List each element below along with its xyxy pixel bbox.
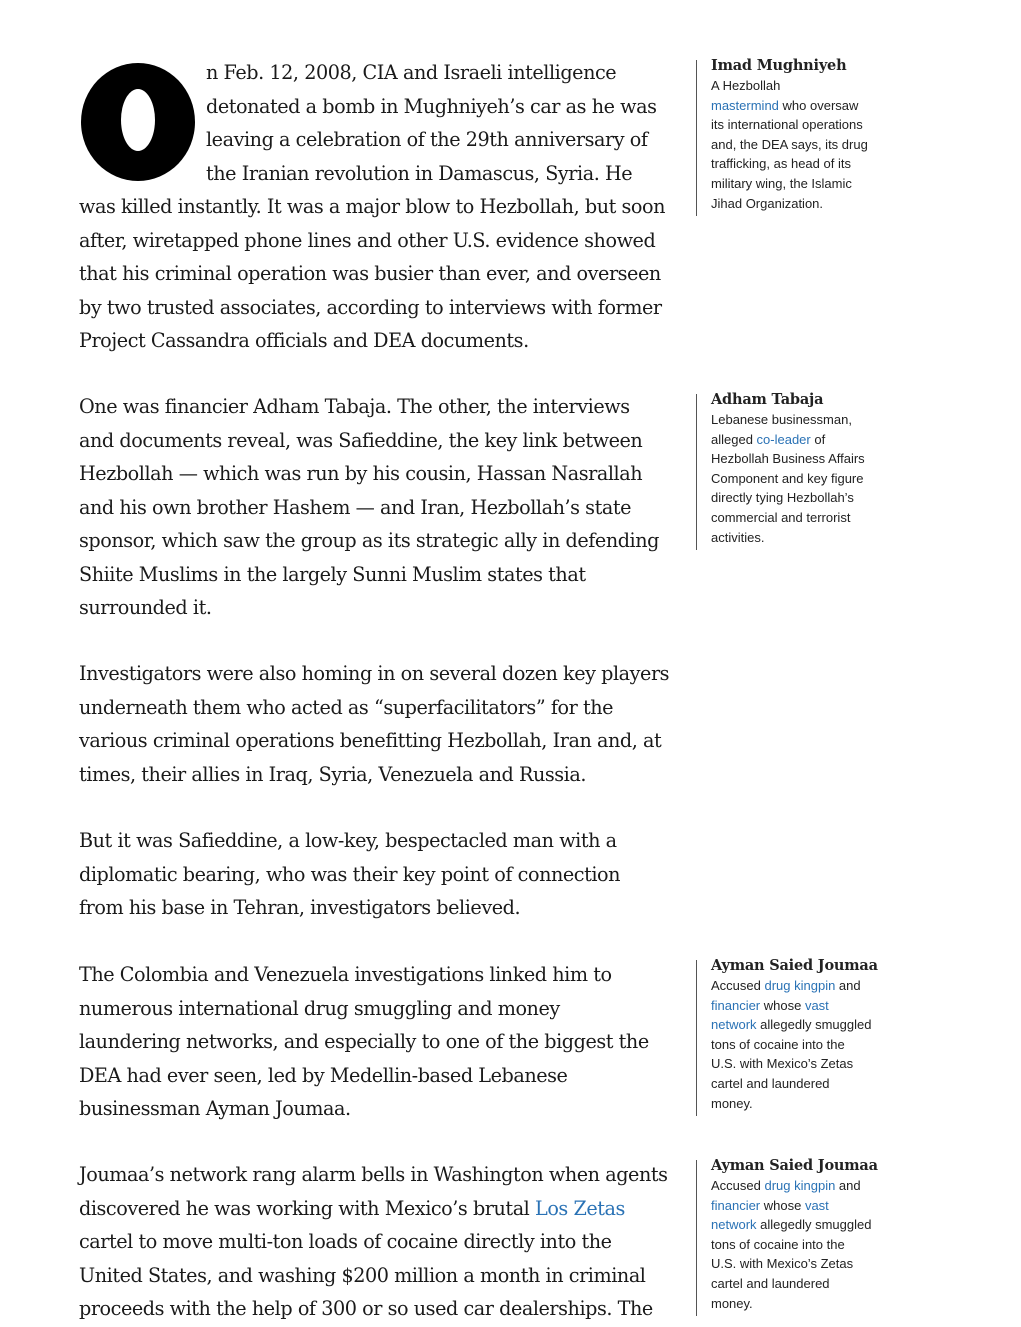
text-fragment: allegedly smuggled [756, 1017, 872, 1033]
text-line: various criminal operations benefitting Hezbollah, Iran and, at [79, 729, 662, 752]
los-zetas-link[interactable]: Los Zetas [535, 1196, 625, 1220]
text-line [711, 996, 911, 1016]
text-line: Project Cassandra officials and DEA documents. [79, 329, 529, 352]
text-line: cartel to move multi-ton loads of cocaine directly into the [79, 1230, 612, 1253]
text-line: money. [711, 1095, 753, 1111]
aside-adham-tabaja [696, 391, 911, 550]
paragraph-3 [79, 657, 669, 791]
text-line: leaving a celebration of the 29th anniversary of [206, 128, 648, 151]
text-line [711, 1015, 911, 1035]
text-line: times, their allies in Iraq, Syria, Venezuela and Russia. [79, 762, 586, 786]
text-line: that his criminal operation was busier than ever, and overseen [79, 262, 661, 285]
text-fragment: Accused [711, 978, 765, 993]
text-fragment: allegedly smuggled [756, 1217, 872, 1233]
text-line: Shiite Muslims in the largely Sunni Muslim states that [79, 562, 586, 586]
aside-ayman-saied-joumaa [696, 957, 911, 1116]
text-line [711, 1215, 911, 1235]
financier-link[interactable]: financier [711, 997, 761, 1013]
aside-name: Ayman Saied Joumaa [711, 1157, 878, 1174]
text-line: cartel and laundered [711, 1275, 830, 1291]
aside-description [711, 76, 911, 213]
text-line: Joumaa’s network rang alarm bells in Washington when agents [79, 1163, 668, 1186]
text-line: Lebanese businessman, [711, 412, 852, 427]
vast-network-link[interactable]: network [711, 1217, 757, 1233]
text-line: by two trusted associates, according to interviews with former [79, 295, 662, 319]
vast-network-link[interactable]: network [711, 1017, 757, 1033]
text-line: businessman Ayman Joumaa. [79, 1097, 351, 1120]
text-line: diplomatic bearing, who was their key point of connection [79, 862, 621, 886]
text-line: from his base in Tehran, investigators believed. [79, 896, 521, 919]
text-line: sponsor, which saw the group as its strategic ally in defending [79, 529, 659, 552]
text-fragment: of [810, 431, 826, 447]
text-line: laundering networks, and especially to one of the biggest the [79, 1030, 649, 1053]
text-fragment: whose [760, 1197, 805, 1213]
text-line: activities. [711, 529, 765, 545]
text-line: directly tying Hezbollah’s [711, 490, 854, 506]
mastermind-link[interactable]: mastermind [711, 97, 779, 113]
text-line: money. [711, 1295, 753, 1311]
text-line: Hezbollah — which was run by his cousin, Hassan Nasrallah [79, 462, 643, 485]
text-line: and documents reveal, was Safieddine, the key link between [79, 428, 643, 452]
text-line [711, 1176, 911, 1196]
text-fragment: Accused [711, 1178, 765, 1193]
text-line: Investigators were also homing in on several dozen key players [79, 662, 670, 685]
text-line: after, wiretapped phone lines and other U.S. evidence showed [79, 228, 656, 252]
text-fragment: alleged [711, 431, 757, 447]
text-line: surrounded it. [79, 596, 212, 619]
text-fragment: whose [760, 997, 805, 1013]
aside-ayman-saied-joumaa-2 [696, 1157, 911, 1316]
text-line [79, 1192, 669, 1226]
text-line: and his own brother Hashem — and Iran, Hezbollah’s state [79, 495, 631, 519]
text-line [711, 430, 911, 450]
text-line [711, 1196, 911, 1216]
text-line: trafficking, as head of its [711, 156, 851, 172]
text-line: tons of cocaine into the [711, 1236, 845, 1252]
paragraph-4 [79, 824, 669, 925]
text-line: numerous international drug smuggling and money [79, 996, 560, 1020]
text-line: n Feb. 12, 2008, CIA and Israeli intelligence [206, 61, 617, 84]
drug-kingpin-link[interactable]: drug kingpin [764, 978, 836, 993]
paragraph-6 [79, 1158, 669, 1326]
text-line: U.S. with Mexico’s Zetas [711, 1056, 854, 1072]
text-line: A Hezbollah [711, 78, 781, 93]
aside-name: Ayman Saied Joumaa [711, 957, 878, 974]
co-leader-link[interactable]: co-leader [756, 431, 811, 447]
text-line: But it was Safieddine, a low-key, bespectacled man with a [79, 829, 617, 852]
text-line: Jihad Organization. [711, 195, 824, 211]
text-line: commercial and terrorist [711, 509, 851, 525]
aside-description [711, 1176, 911, 1313]
aside-description [711, 410, 911, 547]
text-line: Component and key figure [711, 470, 864, 486]
financier-link[interactable]: financier [711, 1197, 761, 1213]
text-line: the Iranian revolution in Damascus, Syria. He [206, 161, 633, 185]
text-line: military wing, the Islamic [711, 175, 852, 191]
aside-imad-mughniyeh [696, 57, 911, 216]
text-line: The Colombia and Venezuela investigations linked him to [79, 963, 612, 986]
text-fragment: discovered he was working with Mexico’s brutal [79, 1196, 536, 1220]
text-line [711, 96, 911, 116]
text-line: and, the DEA says, its drug [711, 136, 868, 152]
text-fragment: and [835, 978, 861, 993]
text-line: detonated a bomb in Mughniyeh’s car as he was [206, 94, 657, 118]
drug-kingpin-link[interactable]: drug kingpin [764, 1178, 836, 1193]
text-fragment: who oversaw [778, 97, 859, 113]
text-line: DEA had ever seen, led by Medellin-based Lebanese [79, 1063, 568, 1087]
paragraph-1 [79, 56, 669, 358]
text-line: One was financier Adham Tabaja. The other, the interviews [79, 395, 630, 418]
text-line: U.S. with Mexico’s Zetas [711, 1256, 854, 1272]
text-line: tons of cocaine into the [711, 1036, 845, 1052]
aside-name: Imad Mughniyeh [711, 57, 847, 74]
paragraph-2 [79, 390, 669, 625]
paragraph-5 [79, 958, 669, 1126]
aside-name: Adham Tabaja [711, 391, 824, 408]
text-line: underneath them who acted as “superfacilitators” for the [79, 695, 614, 719]
vast-network-link[interactable]: vast [804, 1197, 829, 1213]
text-line: cartel and laundered [711, 1075, 830, 1091]
text-line [711, 976, 911, 996]
text-fragment: and [835, 1178, 861, 1193]
text-line: its international operations [711, 117, 863, 133]
text-line: Hezbollah Business Affairs [711, 451, 865, 467]
text-line: United States, and washing $200 million a month in criminal [79, 1263, 646, 1287]
aside-description [711, 976, 911, 1113]
text-line: was killed instantly. It was a major blow to Hezbollah, but soon [79, 195, 666, 218]
vast-network-link[interactable]: vast [804, 997, 829, 1013]
drop-cap-o [79, 62, 197, 182]
text-line: proceeds with the help of 300 or so used car dealerships. The [79, 1297, 653, 1320]
